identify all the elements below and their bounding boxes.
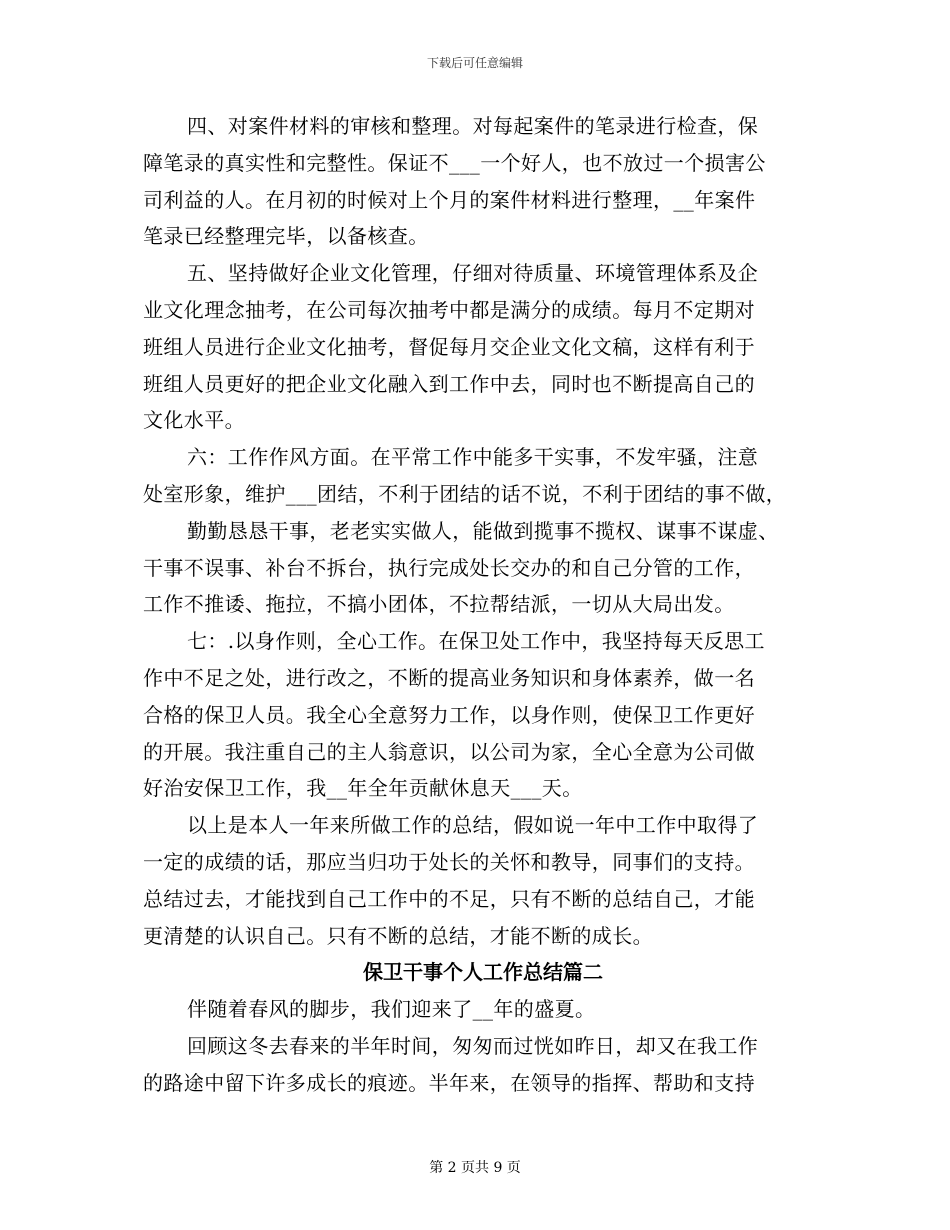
paragraphs-part-1: [143, 108, 823, 954]
text-line: 回顾这冬去春来的半年时间，匆匆而过恍如昨日，却又在我工作: [187, 1033, 759, 1058]
text-line: 合格的保卫人员。我全心全意努力工作，以身作则，使保卫工作更好: [143, 702, 755, 727]
text-line: 四、对案件材料的审核和整理。对每起案件的笔录进行检查，保: [187, 114, 759, 138]
text-line: 五、坚持做好企业文化管理，仔细对待质量、环境管理体系及企: [187, 261, 759, 286]
text-line: 好治安保卫工作，我__年全年贡献休息天___天。: [143, 776, 583, 801]
text-line: 文化水平。: [143, 408, 245, 433]
text-line: 七：.以身作则，全心工作。在保卫处工作中，我坚持每天反思工: [187, 629, 765, 654]
text-line: 的开展。我注重自己的主人翁意识，以公司为家，全心全意为公司做: [143, 739, 755, 764]
text-line: 以上是本人一年来所做工作的总结，假如说一年中工作中取得了: [187, 813, 759, 838]
text-line: 干事不误事、补台不拆台，执行完成处长交办的和自己分管的工作，: [143, 555, 755, 580]
text-line: 总结过去，才能找到自己工作中的不足，只有不断的总结自己，才能: [143, 886, 755, 911]
text-line: 的路途中留下许多成长的痕迹。半年来，在领导的指挥、帮助和支持: [143, 1070, 755, 1095]
page-header: 下载后可任意编辑: [426, 56, 523, 70]
text-line: 作中不足之处，进行改之，不断的提高业务知识和身体素养，做一名: [143, 665, 755, 690]
page-footer: 第 2 页共 9 页: [429, 1160, 521, 1176]
text-line: 障笔录的真实性和完整性。保证不___一个好人，也不放过一个损害公: [143, 150, 766, 175]
text-line: 笔录已经整理完毕，以备核查。: [143, 224, 429, 249]
text-line: 勤勤恳恳干事，老老实实做人，能做到揽事不揽权、谋事不谋虚、: [187, 518, 779, 543]
section-heading: 保卫干事个人工作总结篇二: [363, 960, 603, 985]
text-line: 班组人员更好的把企业文化融入到工作中去，同时也不断提高自己的: [143, 371, 755, 396]
text-line: 更清楚的认识自己。只有不断的总结，才能不断的成长。: [143, 923, 653, 948]
paragraphs-part-2: [143, 991, 823, 1101]
text-line: 班组人员进行企业文化抽考，督促每月交企业文化文稿，这样有利于: [143, 334, 755, 359]
text-line: 一定的成绩的话，那应当归功于处长的关怀和教导，同事们的支持。: [143, 849, 755, 874]
text-line: 伴随着春风的脚步，我们迎来了__年的盛夏。: [187, 997, 596, 1022]
text-line: 业文化理念抽考，在公司每次抽考中都是满分的成绩。每月不定期对: [143, 297, 755, 322]
text-line: 工作不推诿、拖拉，不搞小团体，不拉帮结派，一切从大局出发。: [143, 592, 735, 617]
text-line: 六：工作作风方面。在平常工作中能多干实事，不发牢骚，注意: [187, 445, 759, 470]
text-line: 处室形象，维护___团结，不利于团结的话不说，不利于团结的事不做，: [143, 481, 787, 506]
text-line: 司利益的人。在月初的时候对上个月的案件材料进行整理，__年案件: [143, 187, 756, 212]
document-body: [143, 108, 823, 1102]
